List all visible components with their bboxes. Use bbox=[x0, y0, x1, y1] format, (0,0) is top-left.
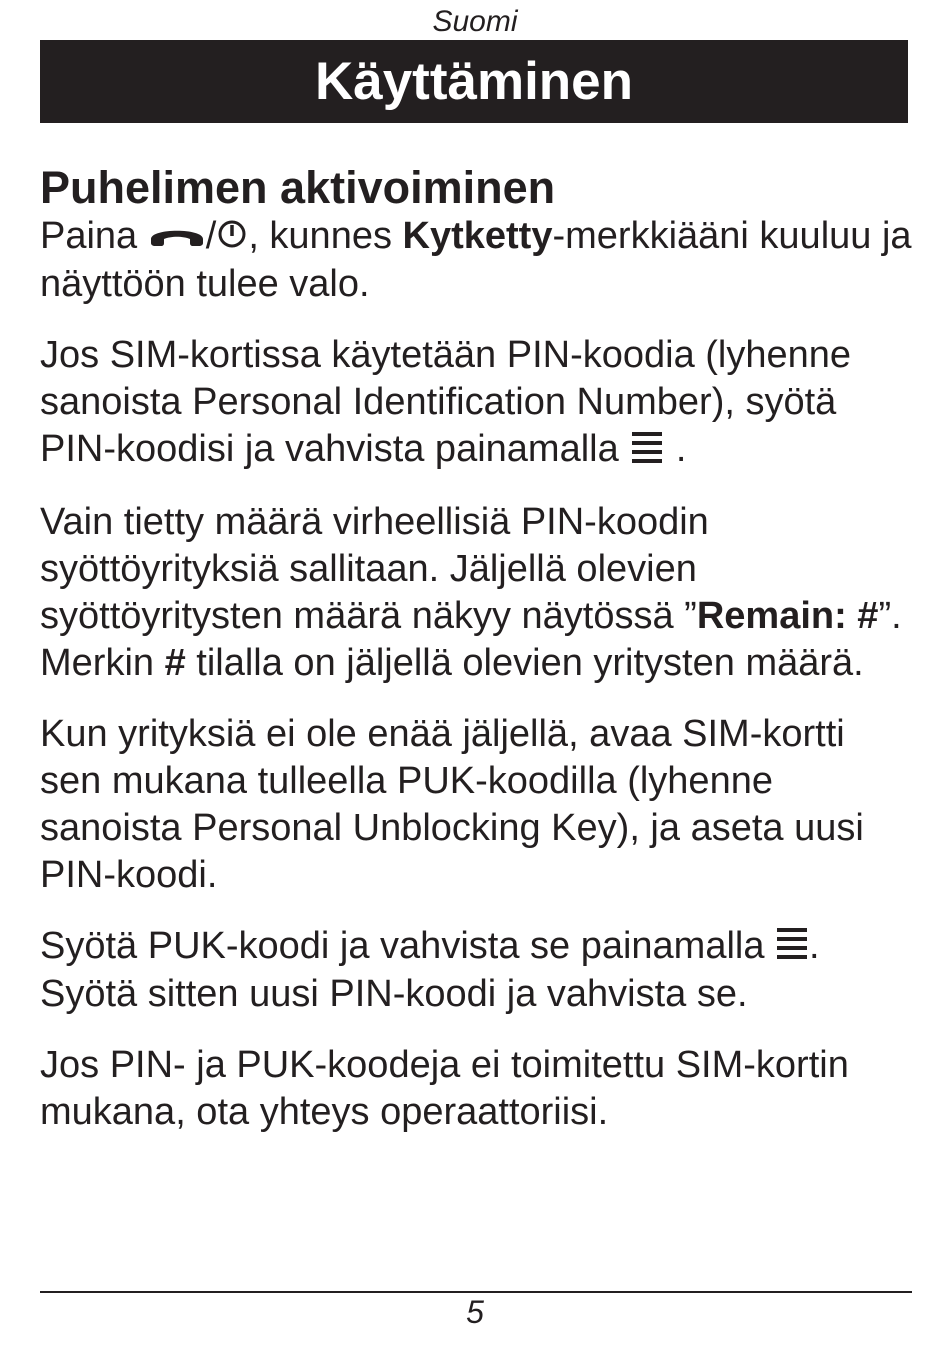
menu-key-icon bbox=[775, 924, 809, 971]
paragraph-contact-operator: Jos PIN- ja PUK-koodeja ei toimitettu SIM-kortin mukana, ota yhteys operaattoriisi. bbox=[40, 1044, 849, 1134]
power-icon bbox=[216, 214, 248, 261]
text-segment: Vain tietty määrä virheellisiä PIN-koodin syöttöyrityksiä sallitaan. Jäljellä olevien syöttöyritysten määrä näkyy näytössä ” bbox=[40, 500, 709, 637]
text-segment: , kunnes bbox=[248, 215, 403, 257]
text-segment: tilalla on jäljellä olevien yritysten määrä. bbox=[185, 641, 864, 684]
paragraph-puk: Kun yrityksiä ei ole enää jäljellä, avaa SIM-kortti sen mukana tulleella PUK-koodilla (lyhenne sanoista Personal Unblocking Key), ja aseta uusi PIN-koodi. bbox=[40, 712, 864, 896]
page-title: Käyttäminen bbox=[314, 52, 634, 111]
text-segment: ”. Merkin bbox=[40, 594, 902, 684]
main-content bbox=[40, 162, 915, 1160]
text-segment: / bbox=[205, 215, 217, 257]
text-bold: # bbox=[164, 641, 186, 684]
text-segment: -merkkiääni kuuluu ja näyttöön tulee valo. bbox=[40, 215, 912, 306]
paragraph-activate bbox=[40, 213, 915, 308]
menu-key-icon bbox=[629, 428, 665, 475]
paragraph-attempts bbox=[40, 499, 915, 687]
text-bold: Kytketty bbox=[402, 215, 553, 257]
page-number: 5 bbox=[466, 1294, 484, 1330]
text-bold: Remain: # bbox=[696, 594, 879, 637]
text-segment: . bbox=[665, 428, 687, 471]
phone-handset-icon bbox=[148, 214, 206, 261]
language-label: Suomi bbox=[432, 5, 518, 38]
paragraph-pin bbox=[40, 332, 915, 474]
text-segment: Jos SIM-kortissa käytetään PIN-koodia (lyhenne sanoista Personal Identification Number), syötä PIN-koodisi ja vahvista painamalla bbox=[40, 334, 852, 471]
section-heading: Puhelimen aktivoiminen bbox=[40, 162, 556, 213]
text-segment: Paina bbox=[40, 215, 148, 257]
paragraph-puk-confirm bbox=[40, 923, 915, 1018]
text-segment: . Syötä sitten uusi PIN-koodi ja vahvista se. bbox=[40, 924, 820, 1016]
text-segment: Syötä PUK-koodi ja vahvista se painamalla bbox=[40, 924, 776, 967]
section-banner bbox=[40, 40, 908, 123]
